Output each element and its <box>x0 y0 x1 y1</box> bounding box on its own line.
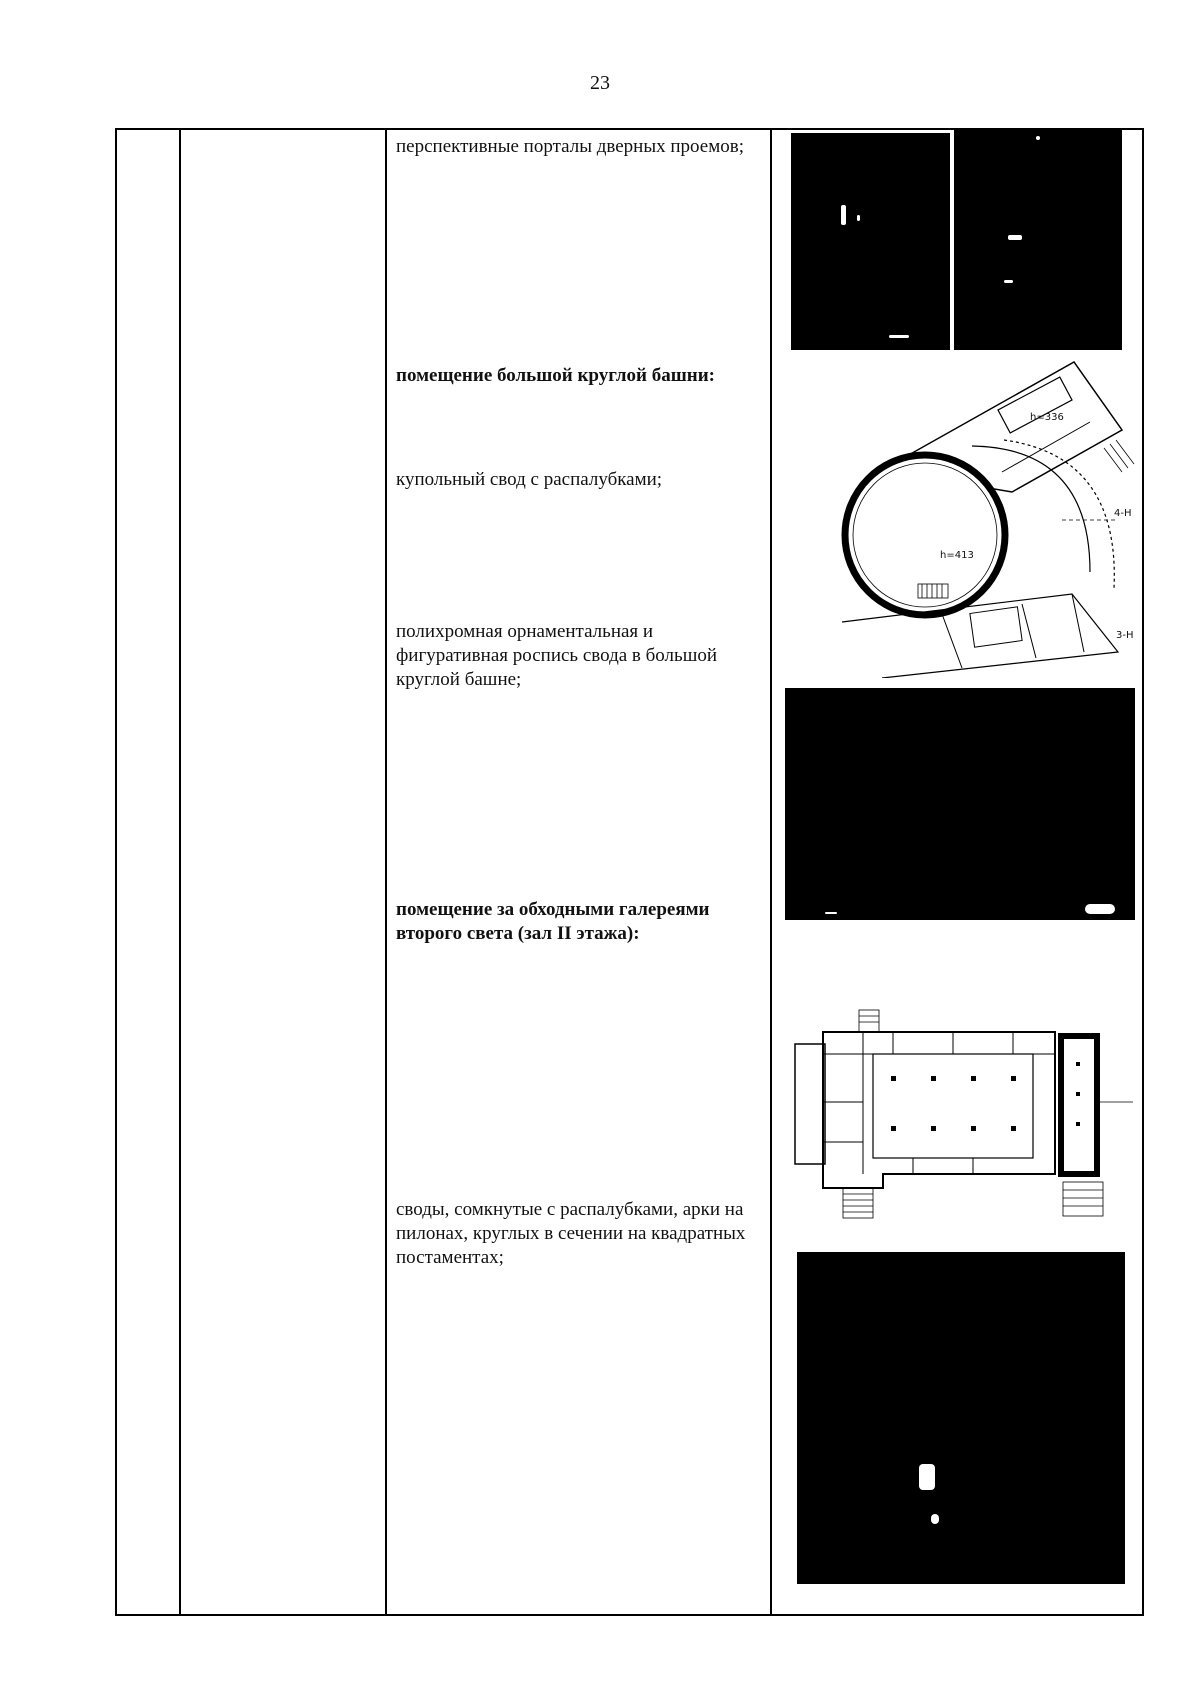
door-portal-photo-right <box>954 128 1122 350</box>
round-tower-floor-plan <box>822 352 1140 678</box>
column-separator-2 <box>385 128 387 1616</box>
row-heading-round-tower: помещение большой круглой башни: <box>396 365 716 386</box>
tower-plan-label-axis-4: 4-H <box>1114 508 1132 519</box>
tower-plan-label-main-hall: h=413 <box>940 550 974 561</box>
row-text-polychrome-painting: полихромная орнаментальная и фигуративная роспись свода в большой круглой башне; <box>396 621 717 690</box>
column-separator-3 <box>770 128 772 1616</box>
row-text-vaults-arches: своды, сомкнутые с распалубками, арки на пилонах, круглых в сечении на квадратных постаментах; <box>396 1199 746 1268</box>
table-border-bottom <box>115 1614 1144 1616</box>
row-text-door-portals: перспективные порталы дверных проемов; <box>396 136 744 157</box>
table-border-left <box>115 128 117 1616</box>
vaults-arches-photo <box>797 1252 1125 1584</box>
second-floor-plan <box>793 992 1138 1226</box>
page-number: 23 <box>590 72 610 94</box>
door-portal-photo-left <box>791 133 950 350</box>
tower-plan-label-axis-3: 3-H <box>1116 630 1134 641</box>
table-border-right <box>1142 128 1144 1616</box>
vault-painting-photo <box>785 688 1135 920</box>
row-heading-second-floor-hall: помещение за обходными галереями второго света (зал II этажа): <box>396 899 710 944</box>
row-text-domed-vault: купольный свод с распалубками; <box>396 469 663 490</box>
column-separator-1 <box>179 128 181 1616</box>
tower-plan-label-upper-wing: h=336 <box>1030 412 1064 423</box>
